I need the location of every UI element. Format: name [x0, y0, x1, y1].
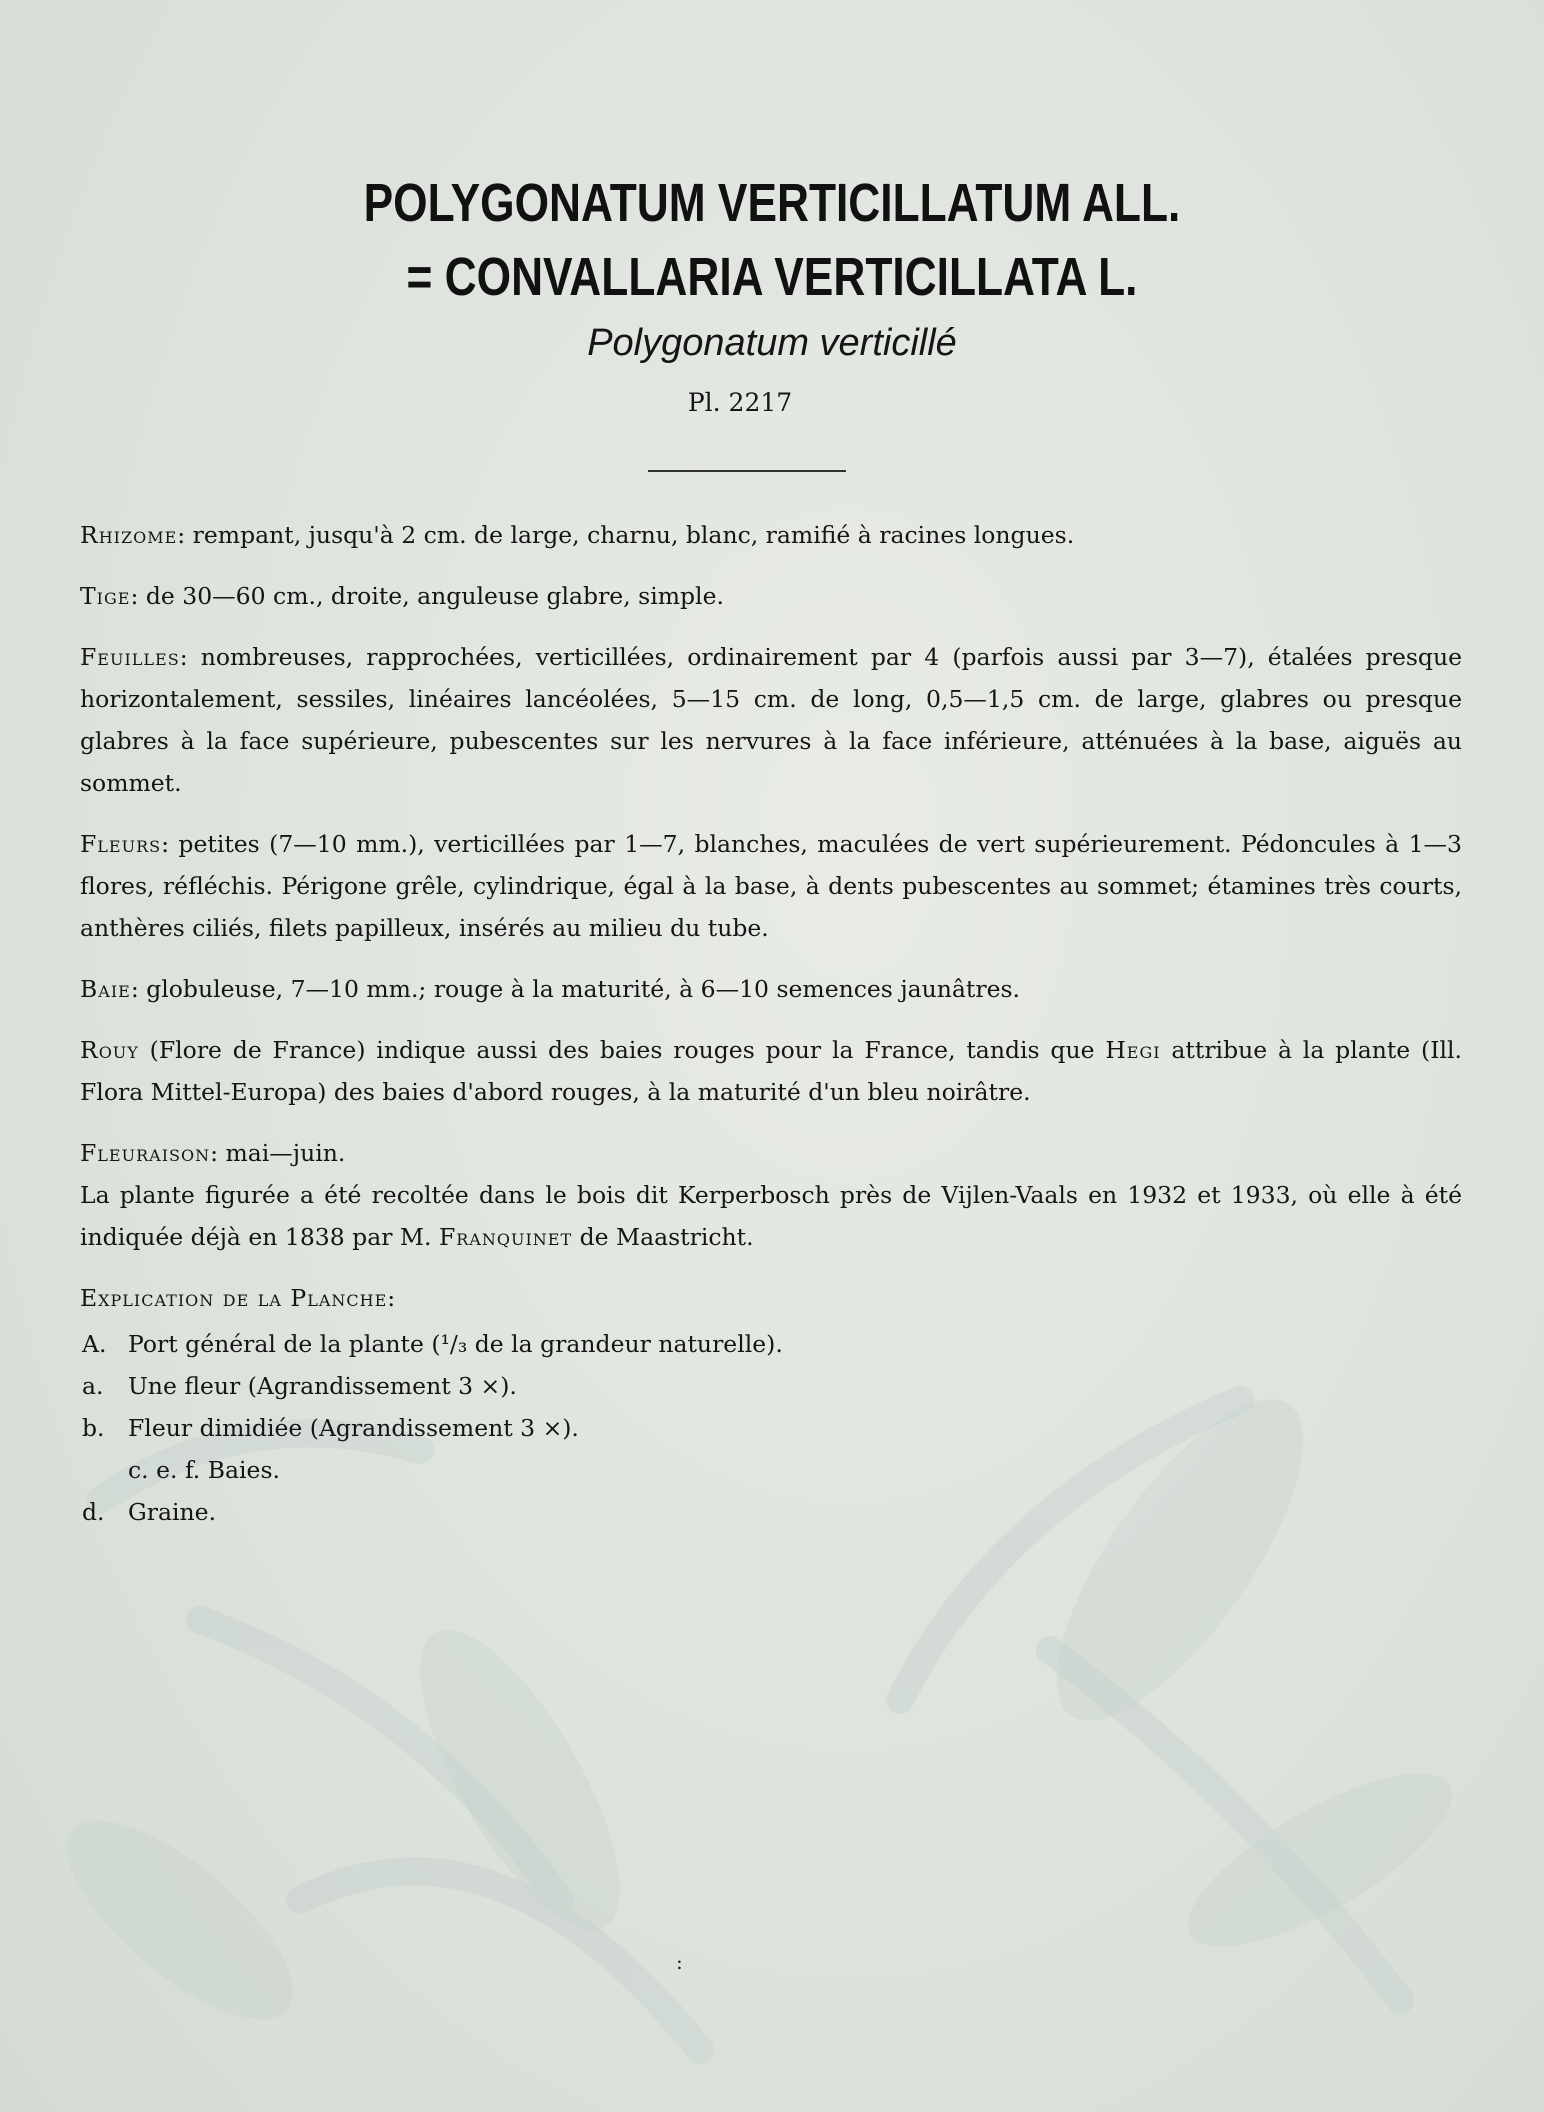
label-fleuraison: Fleuraison	[80, 1139, 211, 1167]
author-rouy: Rouy	[80, 1036, 139, 1064]
paragraph-tige	[80, 575, 1462, 617]
label-fleurs: Fleurs	[80, 830, 162, 858]
text-tige: : de 30—60 cm., droite, anguleuse glabre, simple.	[130, 582, 724, 610]
text-fleuraison: : mai—juin.	[210, 1139, 346, 1167]
list-item-text: Fleur dimidiée (Agrandissement 3 ×).	[128, 1414, 579, 1442]
paragraph-rhizome	[80, 514, 1462, 556]
list-item	[80, 1365, 1462, 1407]
list-item-key: a.	[82, 1372, 104, 1400]
paragraph-rouy	[80, 1029, 1462, 1113]
title-line-1: POLYGONATUM VERTICILLATUM ALL.	[363, 173, 1181, 233]
paragraph-feuilles	[80, 636, 1462, 804]
title-line-2: = CONVALLARIA VERTICILLATA L.	[406, 247, 1138, 307]
text-rhizome: : rempant, jusqu'à 2 cm. de large, charnu, blanc, ramifié à racines longues.	[177, 521, 1075, 549]
list-item-key: A.	[82, 1330, 107, 1358]
list-item-text: Une fleur (Agrandissement 3 ×).	[128, 1372, 517, 1400]
author-hegi: Hegi	[1105, 1036, 1161, 1064]
list-item	[80, 1323, 1462, 1365]
author-franquinet: Franquinet	[438, 1223, 573, 1251]
label-rhizome: Rhizome	[80, 521, 178, 549]
list-item-text: c. e. f. Baies.	[128, 1456, 280, 1484]
label-baie: Baie	[80, 975, 131, 1003]
list-item-key	[80, 1449, 128, 1491]
paragraph-fleurs	[80, 823, 1462, 949]
text-recolte-2: de Maastricht.	[572, 1223, 754, 1251]
paragraph-fleuraison	[80, 1132, 1462, 1174]
description-body	[80, 514, 1462, 1533]
list-item	[80, 1491, 1462, 1533]
text-recolte-1: La plante figurée a été recoltée dans le bois dit Kerperbosch près de Vijlen-Vaals en 1932 et 1933, où elle à été indiquée déjà en 1838 par M.	[80, 1181, 1462, 1251]
list-item-text: Port général de la plante (¹/₃ de la grandeur naturelle).	[128, 1330, 783, 1358]
text-fleurs: : petites (7—10 mm.), verticillées par 1—7, blanches, maculées de vert supérieurement. Pédoncules à 1—3 flores, réfléchis. Périgone grêle, cylindrique, égal à la base, à dents pubescentes au sommet; étamines très courts, anthères ciliés, filets papilleux, insérés au milieu du tube.	[80, 830, 1462, 942]
plate-number: Pl. 2217	[687, 388, 793, 417]
list-item-key: b.	[82, 1414, 105, 1442]
footer-mark: :	[676, 1950, 683, 1974]
paragraph-baie	[80, 968, 1462, 1010]
divider-rule	[648, 470, 846, 472]
list-item	[80, 1449, 1462, 1491]
explication-heading: Explication de la Planche:	[80, 1284, 397, 1312]
list-item	[80, 1407, 1462, 1449]
text-baie: : globuleuse, 7—10 mm.; rouge à la maturité, à 6—10 semences jaunâtres.	[130, 975, 1021, 1003]
paragraph-recolte	[80, 1174, 1462, 1258]
text-rouy-2: attribue à la plante (Ill. Flora Mittel-Europa) des baies d'abord rouges, à la maturité d'un bleu noirâtre.	[80, 1036, 1462, 1106]
subtitle: Polygonatum verticillé	[587, 322, 957, 364]
list-item-text: Graine.	[128, 1498, 217, 1526]
explication-list	[80, 1323, 1462, 1533]
text-feuilles: : nombreuses, rapprochées, verticillées, ordinairement par 4 (parfois aussi par 3—7), étalées presque horizontalement, sessiles, linéaires lancéolées, 5—15 cm. de long, 0,5—1,5 cm. de large, glabres ou presque glabres à la face supérieure, pubescentes sur les nervures à la face inférieure, atténuées à la base, aiguës au sommet.	[80, 643, 1462, 797]
label-tige: Tige	[80, 582, 131, 610]
text-rouy-1: (Flore de France) indique aussi des baies rouges pour la France, tandis que	[138, 1036, 1106, 1064]
label-feuilles: Feuilles	[80, 643, 180, 671]
list-item-key: d.	[82, 1498, 105, 1526]
